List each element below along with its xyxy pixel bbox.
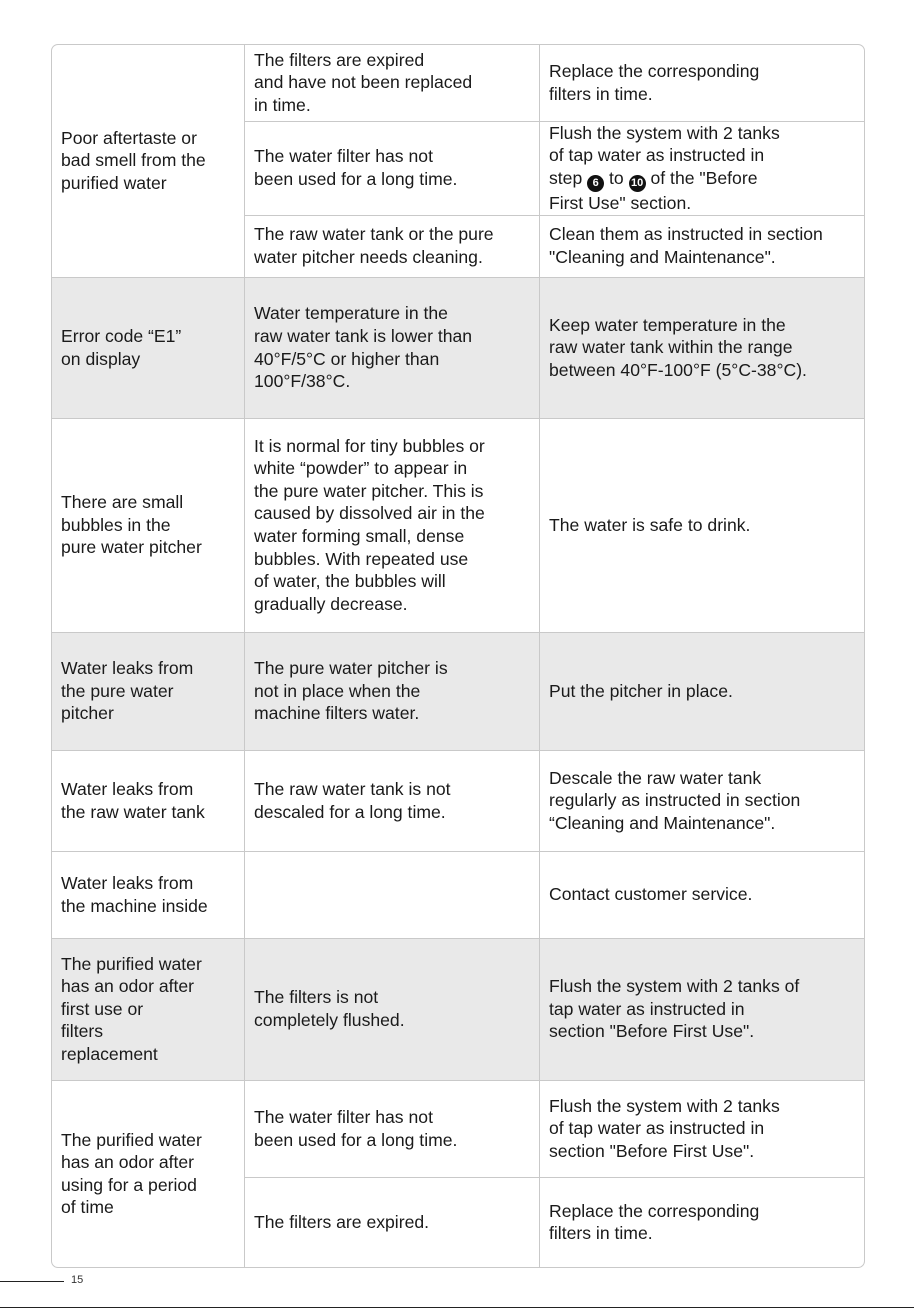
solution-cell: Keep water temperature in the raw water tank within the range between 40°F-100°F (5°C-38°C).: [540, 277, 865, 418]
cause-cell: The water filter has not been used for a long time.: [245, 1080, 540, 1177]
problem-cell: Error code “E1” on display: [52, 277, 245, 418]
table-row: [52, 750, 864, 851]
footer-rule: [0, 1281, 64, 1282]
solution-cell: Flush the system with 2 tanks of tap water as instructed in section "Before First Use".: [540, 1080, 865, 1177]
problem-cell: Water leaks from the raw water tank: [52, 750, 245, 851]
solution-cell: Contact customer service.: [540, 851, 865, 938]
table-row: [52, 1080, 864, 1177]
page-bottom-rule: [0, 1307, 914, 1308]
cause-cell: It is normal for tiny bubbles or white “powder” to appear in the pure water pitcher. This is caused by dissolved air in the water forming small, dense bubbles. With repeated use of water, the bubbles will gradually decrease.: [245, 418, 540, 632]
solution-cell: Put the pitcher in place.: [540, 632, 865, 750]
solution-text: Flush the system with 2 tanks of tap water as instructed in step: [549, 122, 780, 188]
solution-cell: Flush the system with 2 tanks of tap water as instructed in section "Before First Use".: [540, 938, 865, 1080]
table-row: [52, 418, 864, 632]
cause-cell: Water temperature in the raw water tank is lower than 40°F/5°C or higher than 100°F/38°C.: [245, 277, 540, 418]
table-row: [52, 277, 864, 418]
troubleshooting-grid: [52, 45, 864, 1267]
cause-cell: The raw water tank or the pure water pitcher needs cleaning.: [245, 215, 540, 277]
cause-cell: The water filter has not been used for a long time.: [245, 121, 540, 215]
solution-cell: Replace the corresponding filters in time.: [540, 1177, 865, 1267]
solution-text: to: [604, 167, 629, 188]
table-row: [52, 851, 864, 938]
page-number: 15: [71, 1274, 84, 1286]
solution-cell: Replace the corresponding filters in time.: [540, 45, 865, 121]
troubleshooting-table: [51, 44, 865, 1268]
cause-cell: The filters is not completely flushed.: [245, 938, 540, 1080]
solution-cell: The water is safe to drink.: [540, 418, 865, 632]
step-number-badge: 6: [587, 175, 604, 192]
solution-cell: Descale the raw water tank regularly as instructed in section “Cleaning and Maintenance".: [540, 750, 865, 851]
cause-cell: The pure water pitcher is not in place when the machine filters water.: [245, 632, 540, 750]
table-row: [52, 632, 864, 750]
cause-cell: [245, 851, 540, 938]
problem-cell: Water leaks from the machine inside: [52, 851, 245, 938]
step-number-badge: 10: [629, 175, 646, 192]
problem-cell: Poor aftertaste or bad smell from the purified water: [52, 45, 245, 277]
cause-cell: The raw water tank is not descaled for a long time.: [245, 750, 540, 851]
problem-cell: The purified water has an odor after first use or filters replacement: [52, 938, 245, 1080]
problem-cell: Water leaks from the pure water pitcher: [52, 632, 245, 750]
solution-text: of the "Before First Use" section.: [549, 167, 758, 213]
solution-cell: Clean them as instructed in section "Cleaning and Maintenance".: [540, 215, 865, 277]
problem-cell: There are small bubbles in the pure water pitcher: [52, 418, 245, 632]
cause-cell: The filters are expired and have not been replaced in time.: [245, 45, 540, 121]
solution-cell: [540, 121, 865, 215]
table-row: [52, 45, 864, 121]
cause-cell: The filters are expired.: [245, 1177, 540, 1267]
problem-cell: The purified water has an odor after using for a period of time: [52, 1080, 245, 1267]
table-row: [52, 938, 864, 1080]
